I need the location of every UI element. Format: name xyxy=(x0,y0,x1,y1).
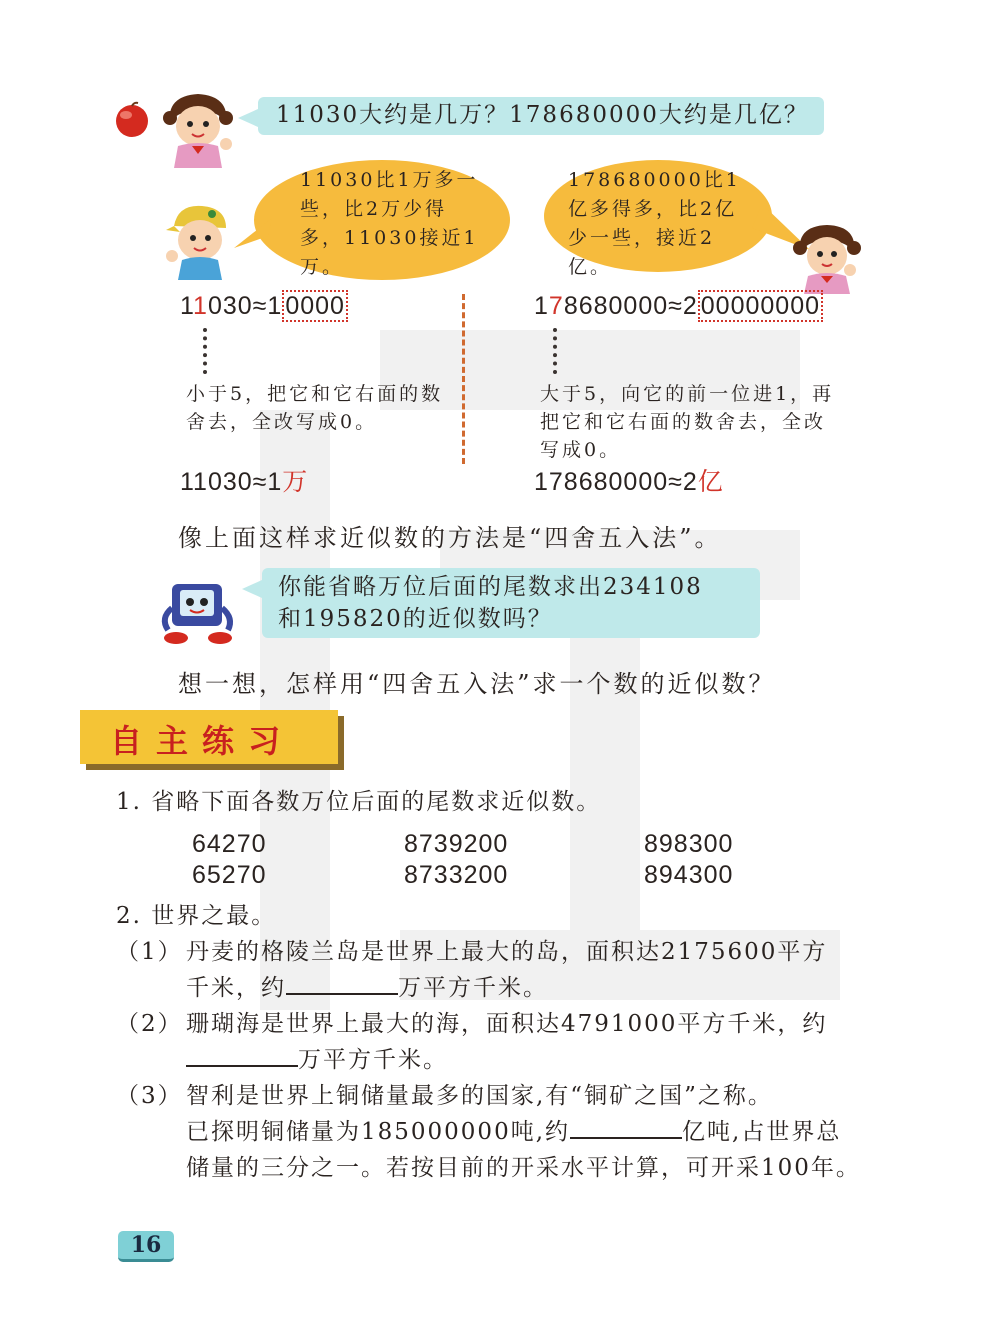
ex2-item-1-after: 万平方千米。 xyxy=(398,975,548,1001)
right-equation-1 xyxy=(534,292,823,321)
section-header xyxy=(80,710,344,770)
right-dotted-line xyxy=(553,328,557,374)
banner-tail xyxy=(242,580,262,598)
ex2-item-1-line-1: 丹麦的格陵兰岛是世界上最大的岛，面积达2175600平方 xyxy=(186,939,828,965)
section-title: 自主练习 xyxy=(110,722,295,760)
right-eq2-unit: 亿 xyxy=(697,467,724,496)
left-eq1-prefix: 1 xyxy=(180,292,194,320)
ex2-item-1-before: 千米，约 xyxy=(186,975,286,1001)
ex1-col1-row2: 65270 xyxy=(192,861,267,889)
ex2-item-1-num: （1） xyxy=(116,939,183,965)
ex2-item-3-line-3: 储量的三分之一。若按目前的开采水平计算，可开采100年。 xyxy=(186,1155,861,1181)
question-1-text: 11030大约是几万？178680000大约是几亿？ xyxy=(276,102,809,128)
question-banner-2 xyxy=(262,568,760,638)
ex2-item-2-line-1: 珊瑚海是世界上最大的海，面积达4791000平方千米，约 xyxy=(186,1011,828,1037)
ex2-item-3-after: 亿吨,占世界总 xyxy=(682,1119,842,1145)
right-note: 大于5，向它的前一位进1，再把它和它右面的数舍去，全改写成0。 xyxy=(540,383,835,461)
ex2-item-2-num: （2） xyxy=(116,1011,183,1037)
apple-icon xyxy=(112,100,152,140)
answer-blank-3[interactable] xyxy=(570,1117,682,1139)
left-eq1-digit: 1 xyxy=(193,292,208,320)
ex1-col1-row1: 64270 xyxy=(192,830,267,858)
question-2-line-2: 和195820的近似数吗？ xyxy=(278,606,553,632)
left-eq1-rest: 030≈1 xyxy=(207,292,283,320)
right-eq1-prefix: 1 xyxy=(534,292,549,320)
bubble-right-text: 178680000比1亿多得多，比2亿少一些，接近2亿。 xyxy=(568,169,741,278)
bubble-left-text: 11030比1万多一些，比2万少得多，11030接近1万。 xyxy=(300,169,479,278)
ex2-item-3-line-2 xyxy=(186,1114,841,1150)
right-eq1-boxed: 00000000 xyxy=(698,290,823,322)
right-equation-2 xyxy=(534,462,724,498)
ex2-item-3-before: 已探明铜储量为185000000吨,约 xyxy=(186,1119,571,1145)
ex2-item-3-num: （3） xyxy=(116,1083,183,1109)
ex2-item-2-after: 万平方千米。 xyxy=(298,1047,448,1073)
exercise-2-title: 2. 世界之最。 xyxy=(116,903,277,929)
left-eq2-unit: 万 xyxy=(282,467,309,496)
girl-character-icon xyxy=(160,88,236,168)
ex2-item-2-line-2 xyxy=(186,1042,448,1078)
question-2-line-1: 你能省略万位后面的尾数求出234108 xyxy=(278,574,703,600)
right-eq1-rest: 8680000≈2 xyxy=(563,292,698,320)
ex1-col2-row2: 8733200 xyxy=(404,861,509,889)
right-eq1-digit: 7 xyxy=(548,292,564,320)
left-dotted-line xyxy=(203,328,207,374)
left-equation-1 xyxy=(180,292,348,321)
girl-character-icon-right xyxy=(792,220,862,294)
right-eq2-prefix: 178680000≈2 xyxy=(534,468,698,496)
ex1-col3-row2: 894300 xyxy=(644,861,734,889)
ex2-item-3-line-1: 智利是世界上铜储量最多的国家,有“铜矿之国”之称。 xyxy=(186,1083,773,1109)
left-eq1-boxed: 0000 xyxy=(282,290,348,322)
ex2-item-1-line-2 xyxy=(186,970,548,1006)
banner-tail xyxy=(238,109,258,127)
answer-blank-2[interactable] xyxy=(186,1045,298,1067)
left-note: 小于5，把它和它右面的数舍去，全改写成0。 xyxy=(186,383,444,433)
page-number: 16 xyxy=(130,1232,162,1258)
left-equation-2 xyxy=(180,462,308,498)
ex1-col3-row1: 898300 xyxy=(644,830,734,858)
exercise-1-title: 1. 省略下面各数万位后面的尾数求近似数。 xyxy=(116,789,602,815)
page-number-badge xyxy=(118,1231,174,1262)
robot-character-icon xyxy=(158,578,240,646)
method-text: 像上面这样求近似数的方法是“四舍五入法”。 xyxy=(178,524,722,552)
boy-character-icon xyxy=(160,200,238,280)
left-eq2-prefix: 11030≈1 xyxy=(180,468,283,496)
ex1-col2-row1: 8739200 xyxy=(404,830,509,858)
think-text: 想一想，怎样用“四舍五入法”求一个数的近似数？ xyxy=(178,670,776,698)
answer-blank-1[interactable] xyxy=(286,973,398,995)
example-divider xyxy=(462,294,465,464)
question-banner-1 xyxy=(258,97,824,135)
